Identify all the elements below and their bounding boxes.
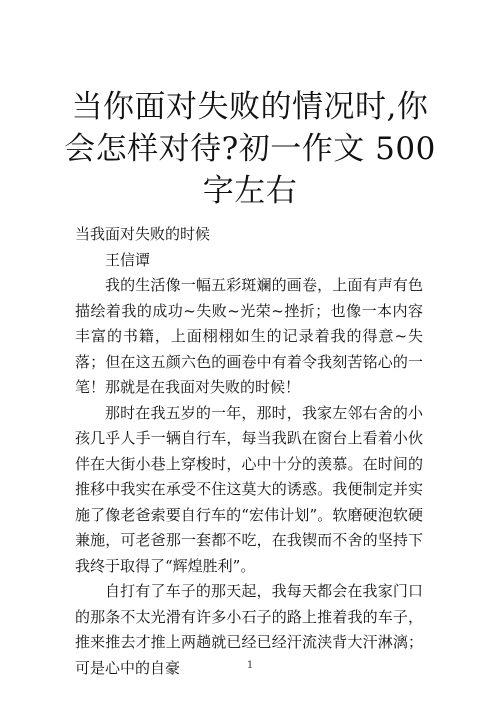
paragraph-1: 我的生活像一幅五彩斑斓的画卷，上面有声有色描绘着我的成功~失败~光荣~挫折；也像一本内容丰富的书籍，上面栩栩如生的记录着我的得意~失落；但在这五颜六色的画卷中有着令我刻苦铭心的一笔！那就是在我面对失败的时候！ [75, 276, 423, 396]
document-title: 当你面对失败的情况时,你会怎样对待?初一作文 500 字左右 [64, 89, 436, 209]
essay-subtitle: 当我面对失败的时候 [75, 225, 211, 243]
document-body [75, 222, 423, 681]
page-number: 1 [246, 660, 254, 671]
paragraph-2: 那时在我五岁的一年，那时，我家左邻右舍的小孩几乎人手一辆自行车，每当我趴在窗台上看着小伙伴在大街小巷上穿梭时，心中十分的羡慕。在时间的推移中我实在承受不住这莫大的诱惑。我便制定并实施了像老爸索要自行车的“宏伟计划”。软磨硬泡软硬兼施，可老爸那一套都不吃，在我锲而不舍的坚持下我终于取得了“辉煌胜利”。 [75, 403, 423, 575]
essay-author: 王信谭 [105, 250, 151, 269]
paragraph-3: 自打有了车子的那天起，我每天都会在我家门口的那条不太光滑有许多小石子的路上推着我的车子，推来推去才推上两趟就已经已经汗流浃背大汗淋漓；可是心中的自豪 [75, 582, 423, 677]
